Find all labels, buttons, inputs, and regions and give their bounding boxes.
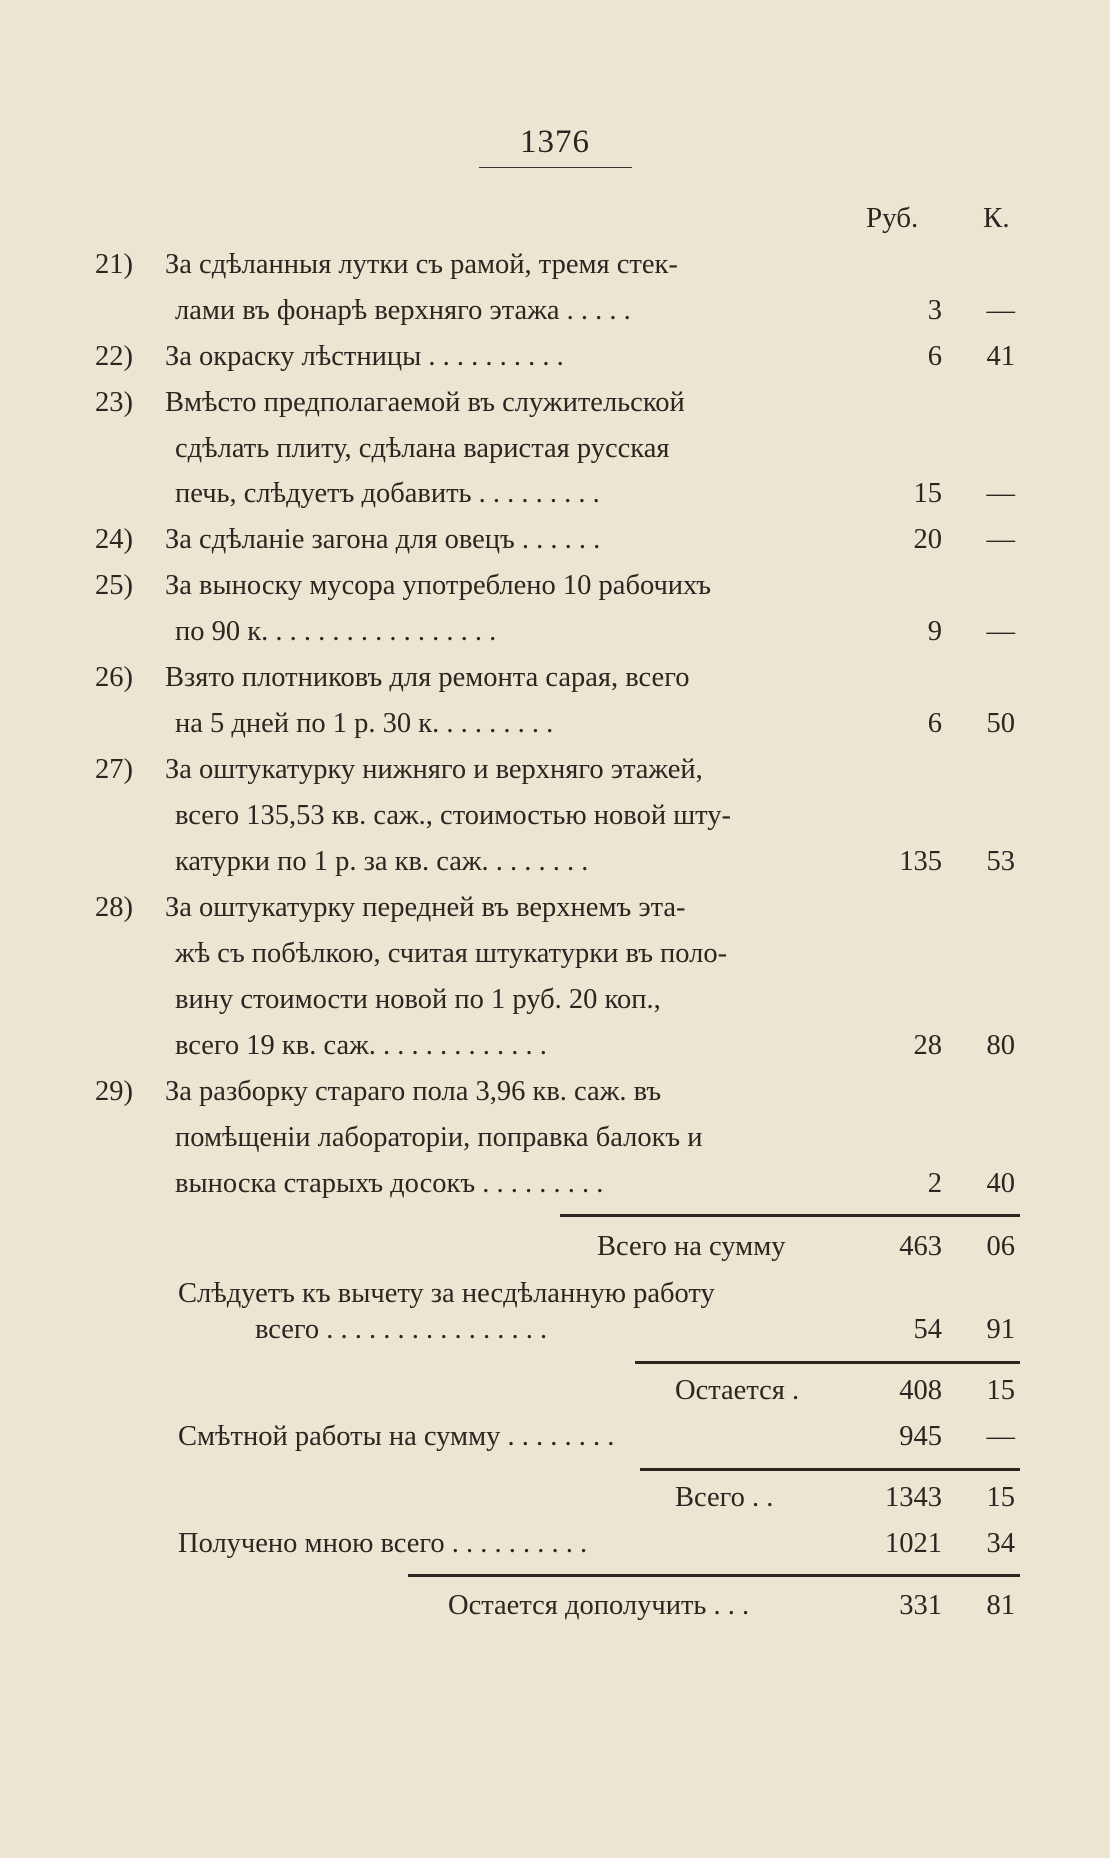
item-text-line: За сдѣланіе загона для овецъ . . . . . . [165, 524, 601, 555]
item-text-line: всего 19 кв. саж. . . . . . . . . . . . . [175, 1030, 547, 1061]
page-number-rule [479, 167, 632, 168]
item-rub: 28 [913, 1030, 942, 1061]
item-rub: 15 [913, 478, 942, 509]
item-number: 23) [95, 387, 133, 418]
item-number: 26) [95, 662, 133, 693]
item-text-line: катурки по 1 р. за кв. саж. . . . . . . . [175, 846, 589, 877]
total-kop: 06 [986, 1231, 1015, 1262]
item-text-line: на 5 дней по 1 р. 30 к. . . . . . . . . [175, 708, 554, 739]
sum-rule [640, 1468, 1020, 1471]
item-rub: 6 [927, 708, 942, 739]
received-kop: 34 [986, 1528, 1015, 1559]
column-header-rub: Руб. [866, 202, 919, 234]
item-rub: 135 [899, 846, 942, 877]
sum-rule [408, 1574, 1020, 1577]
item-text-line: вину стоимости новой по 1 руб. 20 коп., [175, 984, 661, 1015]
item-kop: 80 [986, 1030, 1015, 1061]
item-text-line: За окраску лѣстницы . . . . . . . . . . [165, 341, 564, 372]
column-header-kop: К. [983, 202, 1010, 234]
item-text-line: по 90 к. . . . . . . . . . . . . . . . . [175, 616, 497, 647]
item-text-line: лами въ фонарѣ верхняго этажа . . . . . [175, 295, 631, 326]
estimate-label: Смѣтной работы на сумму . . . . . . . . [178, 1421, 615, 1452]
item-text-line: всего 135,53 кв. саж., стоимостью новой шту- [175, 800, 731, 831]
item-rub: 20 [913, 524, 942, 555]
item-number: 21) [95, 249, 133, 280]
grand-total-kop: 15 [986, 1482, 1015, 1513]
item-number: 22) [95, 341, 133, 372]
item-number: 24) [95, 524, 133, 555]
page-number: 1376 [520, 124, 590, 160]
received-rub: 1021 [885, 1528, 942, 1559]
item-rub: 9 [927, 616, 942, 647]
estimate-rub: 945 [899, 1421, 942, 1452]
item-kop: — [986, 524, 1015, 555]
remainder-rub: 408 [899, 1375, 942, 1406]
deduction-line: всего . . . . . . . . . . . . . . . . [255, 1314, 548, 1345]
sum-rule [635, 1361, 1020, 1364]
item-text-line: За выноску мусора употреблено 10 рабочихъ [165, 570, 711, 601]
item-rub: 3 [927, 295, 942, 326]
received-label: Получено мною всего . . . . . . . . . . [178, 1528, 588, 1559]
item-kop: 50 [986, 708, 1015, 739]
item-kop: — [986, 616, 1015, 647]
item-number: 29) [95, 1076, 133, 1107]
item-text-line: За сдѣланныя лутки съ рамой, тремя стек- [165, 249, 678, 280]
item-text-line: сдѣлать плиту, сдѣлана варистая русская [175, 433, 670, 464]
deduction-kop: 91 [986, 1314, 1015, 1345]
item-text-line: За оштукатурку передней въ верхнемъ эта- [165, 892, 686, 923]
item-rub: 6 [927, 341, 942, 372]
item-text-line: выноска старыхъ досокъ . . . . . . . . . [175, 1168, 604, 1199]
deduction-line: Слѣдуетъ къ вычету за несдѣланную работу [178, 1278, 715, 1309]
item-text-line: Вмѣсто предполагаемой въ служительской [165, 387, 685, 418]
item-text-line: помѣщеніи лабораторіи, поправка балокъ и [175, 1122, 703, 1153]
grand-total-label: Всего . . [675, 1482, 774, 1513]
item-number: 25) [95, 570, 133, 601]
item-kop: 41 [986, 341, 1015, 372]
total-label: Всего на сумму [597, 1231, 786, 1262]
item-number: 28) [95, 892, 133, 923]
remainder-kop: 15 [986, 1375, 1015, 1406]
total-rub: 463 [899, 1231, 942, 1262]
item-kop: — [986, 478, 1015, 509]
deduction-rub: 54 [913, 1314, 942, 1345]
item-text-line: Взято плотниковъ для ремонта сарая, всего [165, 662, 690, 693]
item-kop: 53 [986, 846, 1015, 877]
sum-rule [560, 1214, 1020, 1217]
grand-total-rub: 1343 [885, 1482, 942, 1513]
item-kop: 40 [986, 1168, 1015, 1199]
item-text-line: За разборку стараго пола 3,96 кв. саж. въ [165, 1076, 662, 1107]
item-text-line: За оштукатурку нижняго и верхняго этажей, [165, 754, 703, 785]
balance-due-label: Остается дополучить . . . [448, 1590, 750, 1621]
item-rub: 2 [927, 1168, 942, 1199]
item-number: 27) [95, 754, 133, 785]
item-text-line: жѣ съ побѣлкою, считая штукатурки въ поло- [175, 938, 728, 969]
balance-due-rub: 331 [899, 1590, 942, 1621]
item-kop: — [986, 295, 1015, 326]
estimate-kop: — [986, 1421, 1015, 1452]
balance-due-kop: 81 [986, 1590, 1015, 1621]
item-text-line: печь, слѣдуетъ добавить . . . . . . . . . [175, 478, 600, 509]
remainder-label: Остается . [675, 1375, 800, 1406]
